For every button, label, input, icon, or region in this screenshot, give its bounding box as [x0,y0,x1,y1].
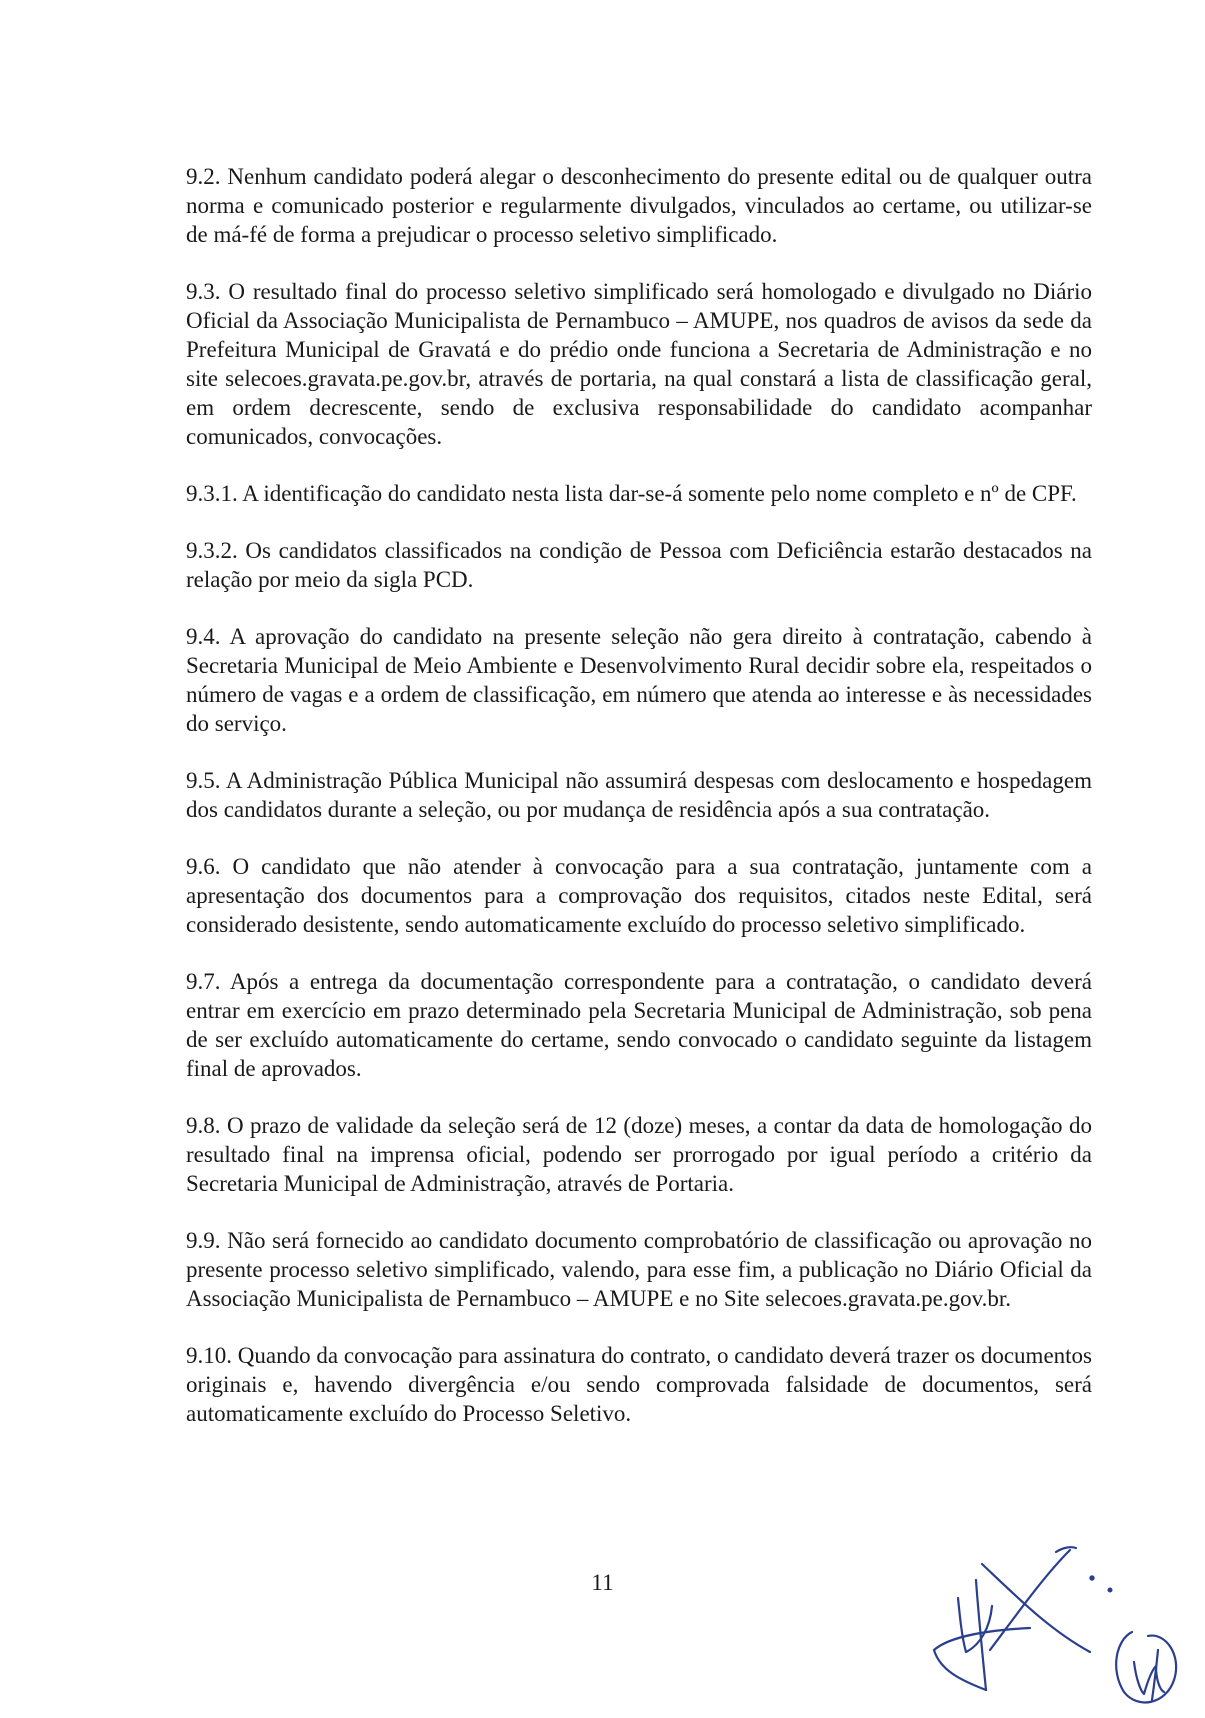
signature-stroke [1134,1662,1164,1694]
clause-9-9: 9.9. Não será fornecido ao candidato documento comprobatório de classificação ou aprovação no presente processo seletivo simplificado, valendo, para esse fim, a publicação no Diário Oficial da Associação Municipalista de Pernambuco – AMUPE e no Site selecoes.gravata.pe.gov.br. [186,1228,1092,1311]
signature-stroke [1116,1632,1176,1702]
clause-9-7: 9.7. Após a entrega da documentação correspondente para a contratação, o candidato deverá entrar em exercício em prazo determinado pela Secretaria Municipal de Administração, sob pena de ser excluído automaticamente do certame, sendo convocado o candidato seguinte da listagem final de aprovados. [186,969,1092,1081]
clause-9-3-1: 9.3.1. A identificação do candidato nesta lista dar-se-á somente pelo nome completo e nº de CPF. [186,481,1077,506]
clause-9-8: 9.8. O prazo de validade da seleção será de 12 (doze) meses, a contar da data de homologação do resultado final na imprensa oficial, podendo ser prorrogado por igual período a critério da Secretaria Municipal de Administração, através de Portaria. [186,1113,1092,1196]
clause-9-5: 9.5. A Administração Pública Municipal não assumirá despesas com deslocamento e hospedagem dos candidatos durante a seleção, ou por mudança de residência após a sua contratação. [186,768,1092,822]
signature-dot [1109,1589,1112,1592]
page-number: 11 [591,1570,614,1595]
signature-stroke [990,1550,1070,1650]
signature-stroke [958,1598,966,1652]
clause-9-10: 9.10. Quando da convocação para assinatura do contrato, o candidato deverá trazer os documentos originais e, havendo divergência e/ou sendo comprovada falsidade de documentos, será automaticamente excluído do Processo Seletivo. [186,1343,1092,1426]
clause-9-3: 9.3. O resultado final do processo seletivo simplificado será homologado e divulgado no Diário Oficial da Associação Municipalista de Pernambuco – AMUPE, nos quadros de avisos da sede da Prefeitura Municipal de Gravatá e do prédio onde funciona a Secretaria de Administração e no site selecoes.gravata.pe.gov.br, através de portaria, na qual constará a lista de classificação geral, em ordem decrescente, sendo de exclusiva responsabilidade do candidato acompanhar comunicados, convocações. [186,279,1092,449]
signature-initials [920,1540,1190,1710]
signature-stroke [1056,1547,1076,1552]
clause-9-6: 9.6. O candidato que não atender à convocação para a sua contratação, juntamente com a apresentação dos documentos para a comprovação dos requisitos, citados neste Edital, será considerado desistente, sendo automaticamente excluído do processo seletivo simplificado. [186,854,1092,937]
clause-9-3-2: 9.3.2. Os candidatos classificados na condição de Pessoa com Deficiência estarão destacados na relação por meio da sigla PCD. [186,538,1092,592]
document-body [186,162,1092,1456]
signature-dot [1090,1576,1093,1579]
clause-9-4: 9.4. A aprovação do candidato na presente seleção não gera direito à contratação, cabendo à Secretaria Municipal de Meio Ambiente e Desenvolvimento Rural decidir sobre ela, respeitados o número de vagas e a ordem de classificação, em número que atenda ao interesse e às necessidades do serviço. [186,624,1092,736]
clause-9-2: 9.2. Nenhum candidato poderá alegar o desconhecimento do presente edital ou de qualquer outra norma e comunicado posterior e regularmente divulgados, vinculados ao certame, ou utilizar-se de má-fé de forma a prejudicar o processo seletivo simplificado. [186,164,1092,247]
